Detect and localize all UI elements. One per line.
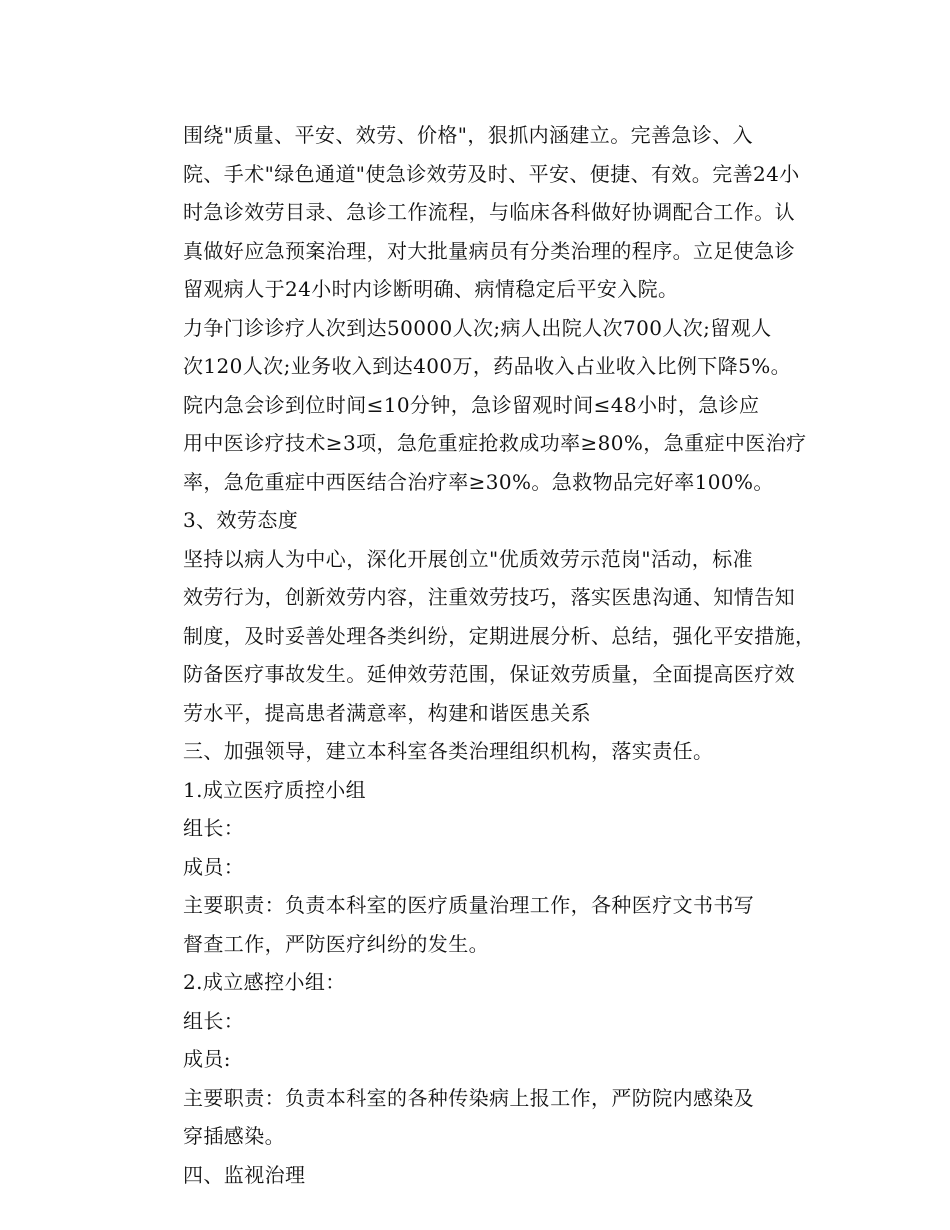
- text-line: 真做好应急预案治理，对大批量病员有分类治理的程序。立足使急诊: [183, 238, 795, 263]
- text-line: 督查工作，严防医疗纠纷的发生。: [183, 931, 489, 956]
- text-line: 力争门诊诊疗人次到达50000人次;病人出院人次700人次;留观人: [183, 315, 772, 340]
- text-line: 三、加强领导，建立本科室各类治理组织机构，落实责任。: [183, 739, 714, 763]
- text-line: 围绕"质量、平安、效劳、价格"，狠抓内涵建立。完善急诊、入: [183, 123, 753, 147]
- section-heading-service-attitude: [141, 501, 816, 540]
- text-line: 率，急危重症中西医结合治疗率≥30%。急救物品完好率100%。: [183, 469, 774, 494]
- group-leader-label: [141, 809, 816, 848]
- text-line: 坚持以病人为中心，深化开展创立"优质效劳示范岗"活动，标准: [183, 546, 753, 571]
- paragraph-infection-duties: [141, 1079, 816, 1156]
- text-line: 成员:: [183, 1047, 231, 1071]
- subheading-quality-control-group: [141, 771, 816, 810]
- text-line: 时急诊效劳目录、急诊工作流程，与临床各科做好协调配合工作。认: [183, 200, 795, 224]
- paragraph-quality-duties: [141, 886, 816, 963]
- text-line: 穿插感染。: [183, 1124, 285, 1148]
- text-line: 四、监视治理: [183, 1162, 306, 1187]
- group-members-label: [141, 1040, 816, 1079]
- paragraph-emergency-quality: [141, 116, 816, 309]
- text-line: 次120人次;业务收入到达400万，药品收入占业收入比例下降5%。: [183, 354, 792, 378]
- paragraph-targets: [141, 309, 816, 386]
- paragraph-service: [141, 540, 816, 733]
- subheading-infection-control-group: [141, 963, 816, 1002]
- text-line: 主要职责：负责本科室的医疗质量治理工作，各种医疗文书书写: [183, 893, 755, 917]
- group-members-label: [141, 848, 816, 887]
- text-line: 劳水平，提高患者满意率，构建和谐医患关系: [183, 700, 591, 725]
- section-heading-leadership: [141, 732, 816, 771]
- text-line: 成员：: [183, 854, 245, 879]
- text-line: 防备医疗事故发生。延伸效劳范围，保证效劳质量，全面提高医疗效: [183, 662, 795, 686]
- text-line: 院内急会诊到位时间≤10分钟，急诊留观时间≤48小时，急诊应: [183, 392, 760, 417]
- text-line: 院、手术"绿色通道"使急诊效劳及时、平安、便捷、有效。完善24小: [183, 161, 800, 186]
- group-leader-label: [141, 1002, 816, 1041]
- text-line: 效劳行为，创新效劳内容，注重效劳技巧，落实医患沟通、知情告知: [183, 585, 795, 609]
- text-line: 主要职责：负责本科室的各种传染病上报工作，严防院内感染及: [183, 1085, 755, 1110]
- text-line: 制度，及时妥善处理各类纠纷，定期进展分析、总结，强化平安措施，: [183, 623, 816, 648]
- paragraph-indicators: [141, 386, 816, 502]
- document-body: [141, 116, 816, 1194]
- text-line: 2.成立感控小组：: [183, 970, 346, 994]
- section-heading-supervision: [141, 1156, 816, 1195]
- text-line: 组长：: [183, 1008, 245, 1033]
- text-line: 3、效劳态度: [183, 508, 299, 532]
- text-line: 用中医诊疗技术≥3项，急危重症抢救成功率≥80%，急重症中医治疗: [183, 431, 807, 455]
- text-line: 1.成立医疗质控小组: [183, 777, 367, 802]
- text-line: 组长：: [183, 816, 245, 840]
- text-line: 留观病人于24小时内诊断明确、病情稳定后平安入院。: [183, 277, 679, 301]
